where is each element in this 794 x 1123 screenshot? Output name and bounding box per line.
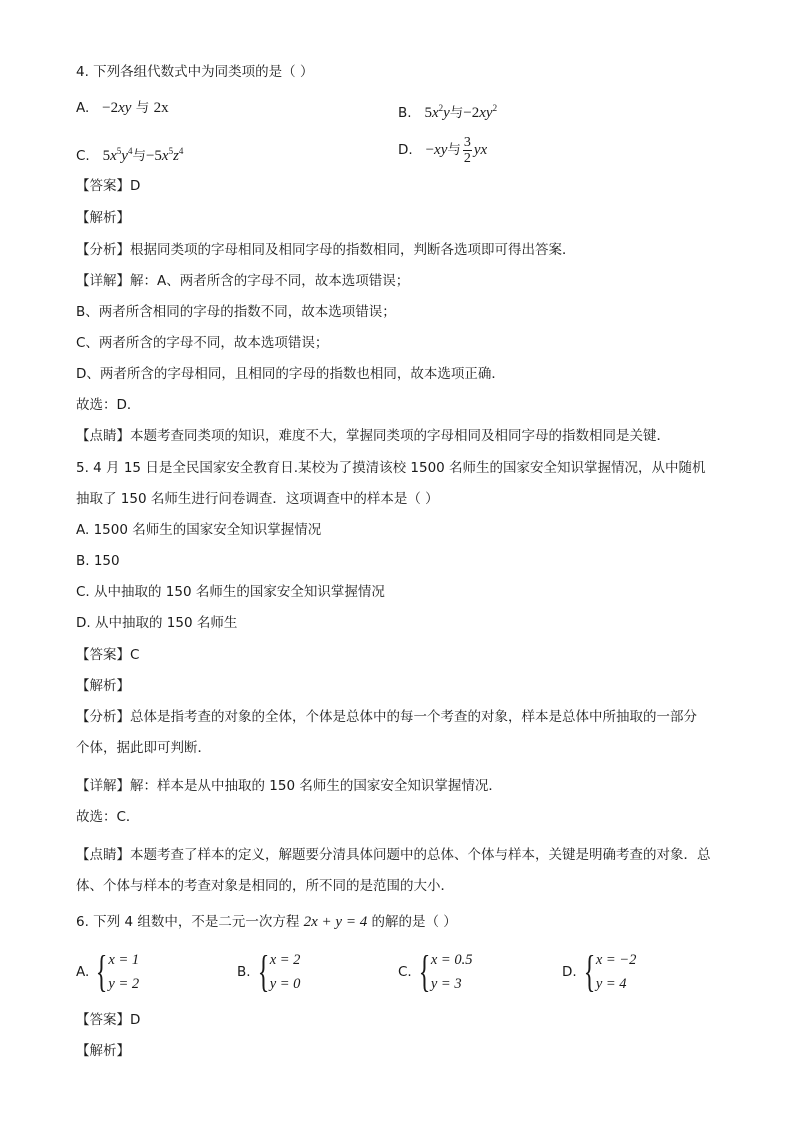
q5-comment-line-1: 【点睛】本题考查了样本的定义，解题要分清具体问题中的总体、个体与样本，关键是明确考查的对象．总: [76, 847, 711, 863]
q4-option-b: B. $5x^2y$与$-2xy^2$: [398, 103, 498, 121]
q4-answer: 【答案】D: [76, 178, 141, 194]
left-brace-icon: {: [418, 947, 431, 996]
q5-option-a: A. 1500 名师生的国家安全知识掌握情况: [76, 522, 322, 538]
q4-option-a: A. −2xy 与 2x: [76, 100, 169, 116]
q4-comment: 【点睛】本题考查同类项的知识，难度不大，掌握同类项的字母相同及相同字母的指数相同是关键．: [76, 428, 670, 444]
left-brace-icon: {: [257, 947, 269, 996]
fraction-three-halves: $\frac{3}{2}$: [463, 134, 471, 166]
q4-stem: 4. 下列各组代数式中为同类项的是（ ）: [76, 64, 314, 80]
q5-analysis-line-1: 【分析】总体是指考查的对象的全体，个体是总体中的每一个考查的对象，样本是总体中所抽取的一部分: [76, 709, 697, 725]
q5-analysis-line-2: 个体，据此即可判断．: [76, 740, 211, 756]
q6-option-c: C. { x = 0.5 y = 3: [398, 947, 473, 996]
q6-option-a: A. { x = 1 y = 2: [76, 947, 140, 996]
left-brace-icon: {: [96, 947, 108, 996]
q5-stem-line-1: 5. 4 月 15 日是全民国家安全教育日.某校为了摸清该校 1500 名师生的国家安全知识掌握情况，从中随机: [76, 460, 706, 476]
q4-choice: 故选：D．: [76, 397, 141, 413]
q5-answer: 【答案】C: [76, 647, 140, 663]
q4-detail-1: 【详解】解：A、两者所含的字母不同，故本选项错误；: [76, 273, 410, 289]
q6-option-b: B. { x = 2 y = 0: [237, 947, 301, 996]
q6-equation: 2x + y = 4: [303, 914, 368, 930]
q6-answer: 【答案】D: [76, 1012, 141, 1028]
q4-option-c: C. $5x^5y^4$与$-5x^5z^4$: [76, 146, 184, 164]
q5-choice: 故选：C．: [76, 809, 140, 825]
q5-detail: 【详解】解：样本是从中抽取的 150 名师生的国家安全知识掌握情况．: [76, 778, 502, 794]
left-brace-icon: {: [583, 947, 596, 996]
q5-option-c: C. 从中抽取的 150 名师生的国家安全知识掌握情况: [76, 584, 385, 600]
q4-analysis-heading: 【解析】: [76, 210, 130, 226]
q4-option-d: D. −xy与 $\frac{3}{2}$ yx: [398, 134, 488, 166]
q6-option-d: D. { x = −2 y = 4: [562, 947, 637, 996]
q6-stem: 6. 下列 4 组数中，不是二元一次方程 2x + y = 4 的解的是（ ）: [76, 914, 457, 930]
q4-analysis: 【分析】根据同类项的字母相同及相同字母的指数相同，判断各选项即可得出答案．: [76, 242, 576, 258]
q5-option-b: B. 150: [76, 553, 120, 569]
q5-analysis-heading: 【解析】: [76, 678, 130, 694]
q5-stem-line-2: 抽取了 150 名师生进行问卷调查．这项调查中的样本是（ ）: [76, 491, 439, 507]
q5-option-d: D. 从中抽取的 150 名师生: [76, 615, 238, 631]
q4-detail-2: B、两者所含相同的字母的指数不同，故本选项错误；: [76, 304, 396, 320]
q4-detail-3: C、两者所含的字母不同，故本选项错误；: [76, 335, 329, 351]
q4-detail-4: D、两者所含的字母相同，且相同的字母的指数也相同，故本选项正确．: [76, 366, 505, 382]
q6-analysis-heading: 【解析】: [76, 1043, 130, 1059]
q5-comment-line-2: 体、个体与样本的考查对象是相同的，所不同的是范围的大小．: [76, 878, 454, 894]
